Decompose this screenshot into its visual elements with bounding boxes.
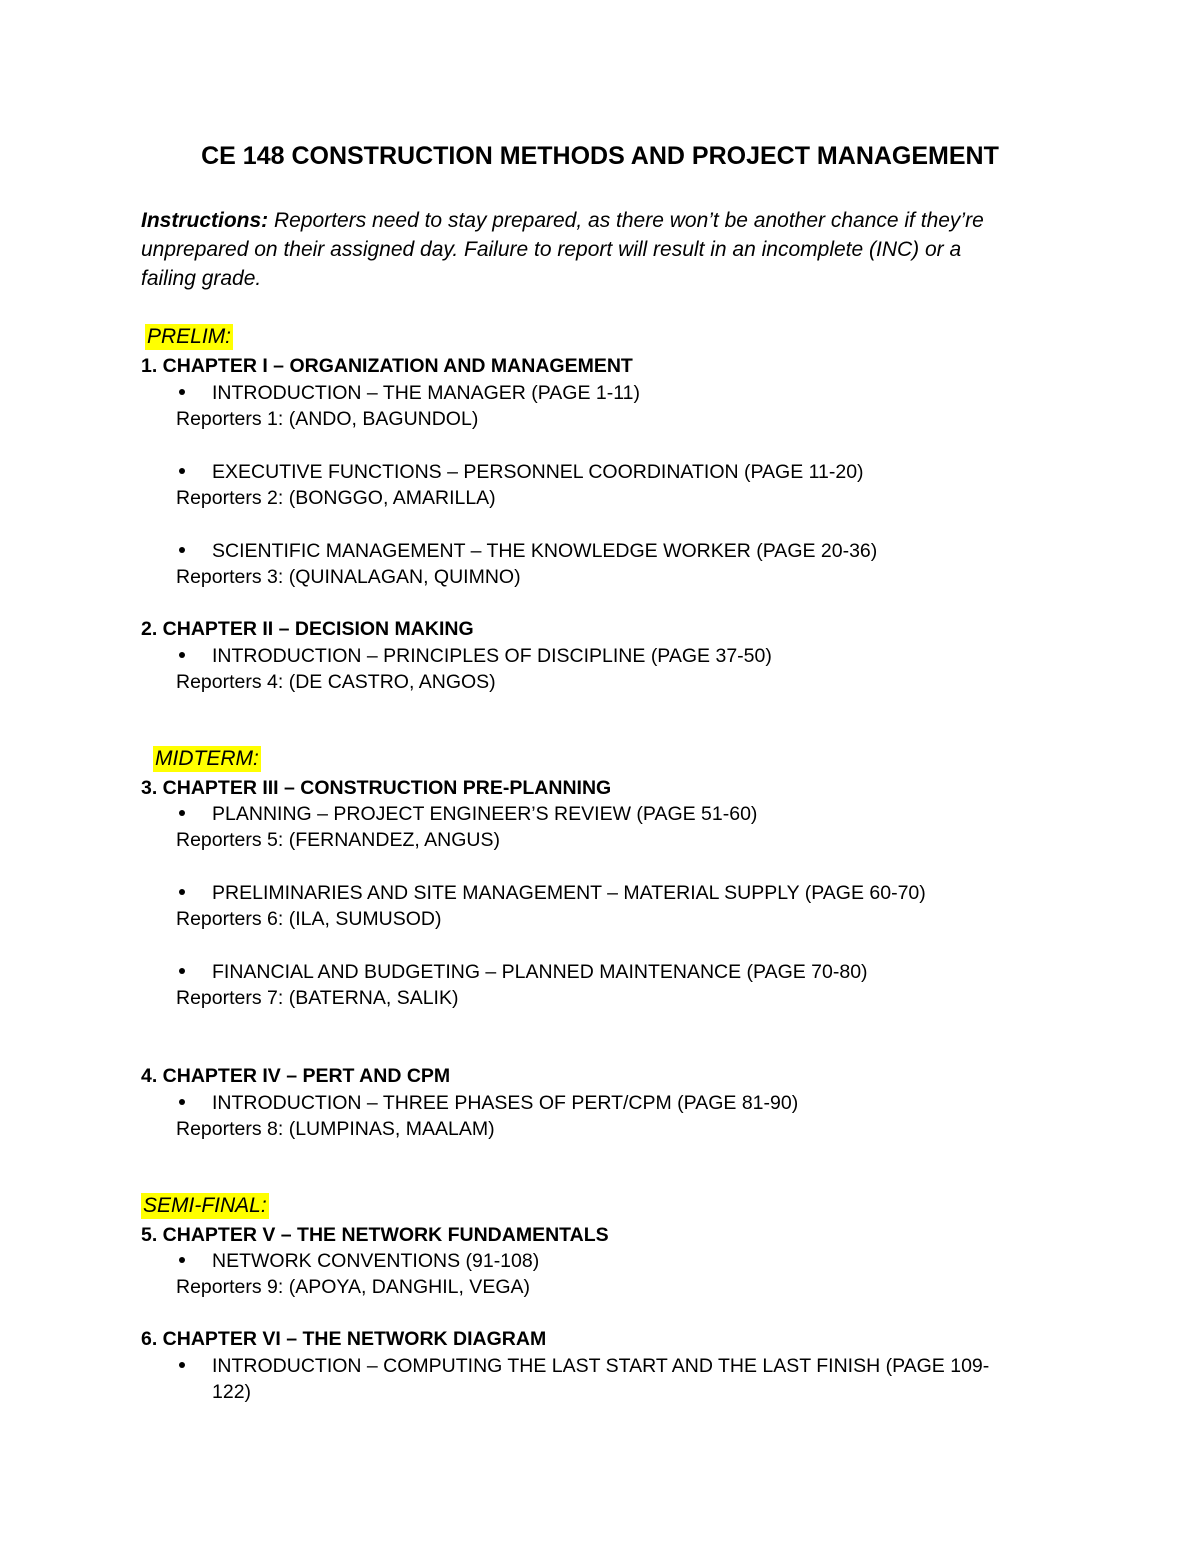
chapter-heading: 1. CHAPTER I – ORGANIZATION AND MANAGEMENT: [141, 355, 633, 377]
reporters-line: Reporters 7: (BATERNA, SALIK): [176, 987, 459, 1009]
topic-item: PRELIMINARIES AND SITE MANAGEMENT – MATERIAL SUPPLY (PAGE 60-70): [176, 880, 926, 906]
bullet-icon: [179, 889, 185, 895]
bullet-icon: [179, 1099, 185, 1105]
chapter-heading: 2. CHAPTER II – DECISION MAKING: [141, 618, 474, 640]
topic-item: INTRODUCTION – COMPUTING THE LAST START AND THE LAST FINISH (PAGE 109-: [176, 1353, 989, 1379]
chapter-heading: 5. CHAPTER V – THE NETWORK FUNDAMENTALS: [141, 1224, 609, 1246]
instructions-line-2: unprepared on their assigned day. Failure to report will result in an incomplete (INC) or a: [141, 238, 962, 261]
chapter-heading: 3. CHAPTER III – CONSTRUCTION PRE-PLANNING: [141, 777, 612, 799]
section-prelim-label: PRELIM:: [147, 325, 232, 348]
topic-item: SCIENTIFIC MANAGEMENT – THE KNOWLEDGE WORKER (PAGE 20-36): [176, 538, 877, 564]
section-midterm-label: MIDTERM:: [155, 747, 259, 770]
section-semifinal-label: SEMI-FINAL:: [143, 1194, 267, 1217]
topic-item: INTRODUCTION – THREE PHASES OF PERT/CPM (PAGE 81-90): [176, 1090, 798, 1116]
reporters-line: Reporters 9: (APOYA, DANGHIL, VEGA): [176, 1276, 530, 1298]
instructions-line-3: failing grade.: [141, 267, 262, 290]
page-title: CE 148 CONSTRUCTION METHODS AND PROJECT MANAGEMENT: [201, 142, 999, 170]
bullet-icon: [179, 468, 185, 474]
topic-item: INTRODUCTION – THE MANAGER (PAGE 1-11): [176, 380, 640, 406]
reporters-line: Reporters 8: (LUMPINAS, MAALAM): [176, 1118, 495, 1140]
reporters-line: Reporters 5: (FERNANDEZ, ANGUS): [176, 829, 500, 851]
instructions-line-1: Reporters need to stay prepared, as there won’t be another chance if they’re: [268, 209, 984, 232]
instructions-paragraph: [141, 206, 1071, 293]
chapter-heading: 6. CHAPTER VI – THE NETWORK DIAGRAM: [141, 1328, 547, 1350]
reporters-line: Reporters 2: (BONGGO, AMARILLA): [176, 487, 496, 509]
topic-item: PLANNING – PROJECT ENGINEER’S REVIEW (PAGE 51-60): [176, 801, 757, 827]
reporters-line: Reporters 1: (ANDO, BAGUNDOL): [176, 408, 479, 430]
topic-item: NETWORK CONVENTIONS (91-108): [176, 1248, 539, 1274]
chapter-heading: 4. CHAPTER IV – PERT AND CPM: [141, 1065, 451, 1087]
instructions-label: Instructions:: [141, 209, 269, 232]
reporters-line: Reporters 6: (ILA, SUMUSOD): [176, 908, 442, 930]
topic-item: EXECUTIVE FUNCTIONS – PERSONNEL COORDINATION (PAGE 11-20): [176, 459, 864, 485]
bullet-icon: [179, 652, 185, 658]
reporters-line: Reporters 3: (QUINALAGAN, QUIMNO): [176, 566, 521, 588]
topic-item: FINANCIAL AND BUDGETING – PLANNED MAINTENANCE (PAGE 70-80): [176, 959, 868, 985]
bullet-icon: [179, 810, 185, 816]
reporters-line: Reporters 4: (DE CASTRO, ANGOS): [176, 671, 496, 693]
topic-item-continuation: 122): [212, 1381, 252, 1403]
bullet-icon: [179, 968, 185, 974]
bullet-icon: [179, 1257, 185, 1263]
topic-item: INTRODUCTION – PRINCIPLES OF DISCIPLINE (PAGE 37-50): [176, 643, 772, 669]
bullet-icon: [179, 389, 185, 395]
bullet-icon: [179, 1362, 185, 1368]
bullet-icon: [179, 547, 185, 553]
